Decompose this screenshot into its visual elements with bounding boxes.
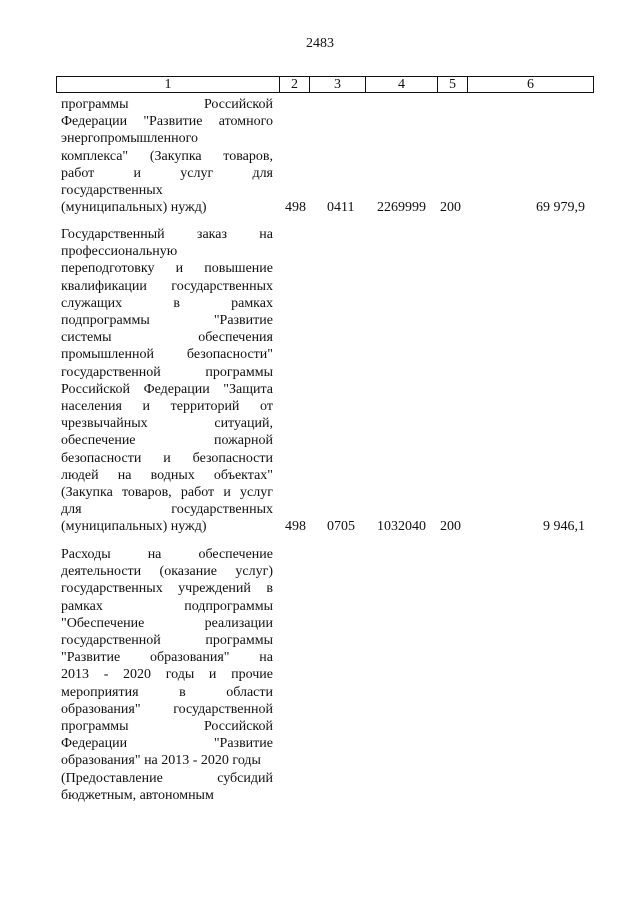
- column-header-1: 1: [57, 77, 280, 93]
- row-2-line: системы обеспечения: [61, 330, 273, 346]
- row-1-line: (муниципальных) нужд): [61, 200, 207, 216]
- row-2-line: чрезвычайных ситуаций,: [61, 416, 273, 432]
- row-2-amount: 9 946,1: [543, 519, 585, 534]
- row-2-line: служащих в рамках: [61, 295, 273, 311]
- row-3-line: (Предоставление субсидий: [61, 770, 273, 786]
- row-3-line: деятельности (оказание услуг): [61, 564, 273, 580]
- row-2-description: [61, 226, 273, 536]
- column-header-4: 4: [366, 77, 438, 93]
- row-2-code-4: 1032040: [377, 519, 426, 534]
- column-header-6: 6: [468, 77, 594, 93]
- row-2-code-5: 200: [440, 519, 461, 534]
- row-2-code-3: 0705: [327, 519, 355, 534]
- row-3-line: государственных учреждений в: [61, 581, 273, 597]
- row-1-line: государственных: [61, 183, 163, 199]
- row-3-line: Расходы на обеспечение: [61, 547, 273, 562]
- row-1-line: программы Российской: [61, 97, 273, 112]
- row-3-line: бюджетным, автономным: [61, 787, 214, 803]
- row-2-line: квалификации государственных: [61, 278, 273, 294]
- row-2-line: переподготовку и повышение: [61, 261, 273, 277]
- row-1-code-2: 498: [285, 200, 306, 215]
- row-2-code-2: 498: [285, 519, 306, 534]
- row-2-line: профессиональную: [61, 244, 178, 260]
- row-3-description: [61, 546, 273, 804]
- row-3-line: образования" государственной: [61, 701, 273, 717]
- row-1-description: [61, 96, 273, 216]
- row-3-line: 2013 - 2020 годы и прочие: [61, 667, 273, 683]
- row-2-line: Государственный заказ на: [61, 227, 273, 242]
- row-2-line: людей на водных объектах": [61, 467, 273, 483]
- row-3-line: Федерации "Развитие: [61, 736, 273, 752]
- row-1-amount: 69 979,9: [536, 200, 585, 215]
- row-3-line: образования" на 2013 - 2020 годы: [61, 753, 261, 769]
- row-1-line: работ и услуг для: [61, 165, 273, 181]
- row-3-line: рамках подпрограммы: [61, 598, 273, 614]
- row-1-code-5: 200: [440, 200, 461, 215]
- row-2-line: подпрограммы "Развитие: [61, 313, 273, 329]
- row-2-line: населения и территорий от: [61, 399, 273, 415]
- row-1-line: энергопромышленного: [61, 131, 198, 147]
- column-header-3: 3: [310, 77, 366, 93]
- row-1-line: Федерации "Развитие атомного: [61, 114, 273, 130]
- row-2-line: обеспечение пожарной: [61, 433, 273, 449]
- row-1-line: комплекса" (Закупка товаров,: [61, 148, 273, 164]
- column-header-2: 2: [280, 77, 310, 93]
- row-2-line: промышленной безопасности": [61, 347, 273, 363]
- row-1-code-4: 2269999: [377, 200, 426, 215]
- row-3-line: "Развитие образования" на: [61, 650, 273, 666]
- row-3-line: "Обеспечение реализации: [61, 615, 273, 631]
- column-header-5: 5: [438, 77, 468, 93]
- row-2-line: Российской Федерации "Защита: [61, 381, 273, 397]
- row-3-line: программы Российской: [61, 719, 273, 735]
- row-1-code-3: 0411: [327, 200, 355, 215]
- row-2-line: безопасности и безопасности: [61, 450, 273, 466]
- row-2-line: (Закупка товаров, работ и услуг: [61, 485, 273, 501]
- row-3-line: мероприятия в области: [61, 684, 273, 700]
- row-2-line: (муниципальных) нужд): [61, 519, 207, 535]
- page-number: 2483: [306, 36, 334, 51]
- row-2-line: для государственных: [61, 502, 273, 518]
- row-2-line: государственной программы: [61, 364, 273, 380]
- column-header-row: [56, 76, 594, 93]
- row-3-line: государственной программы: [61, 633, 273, 649]
